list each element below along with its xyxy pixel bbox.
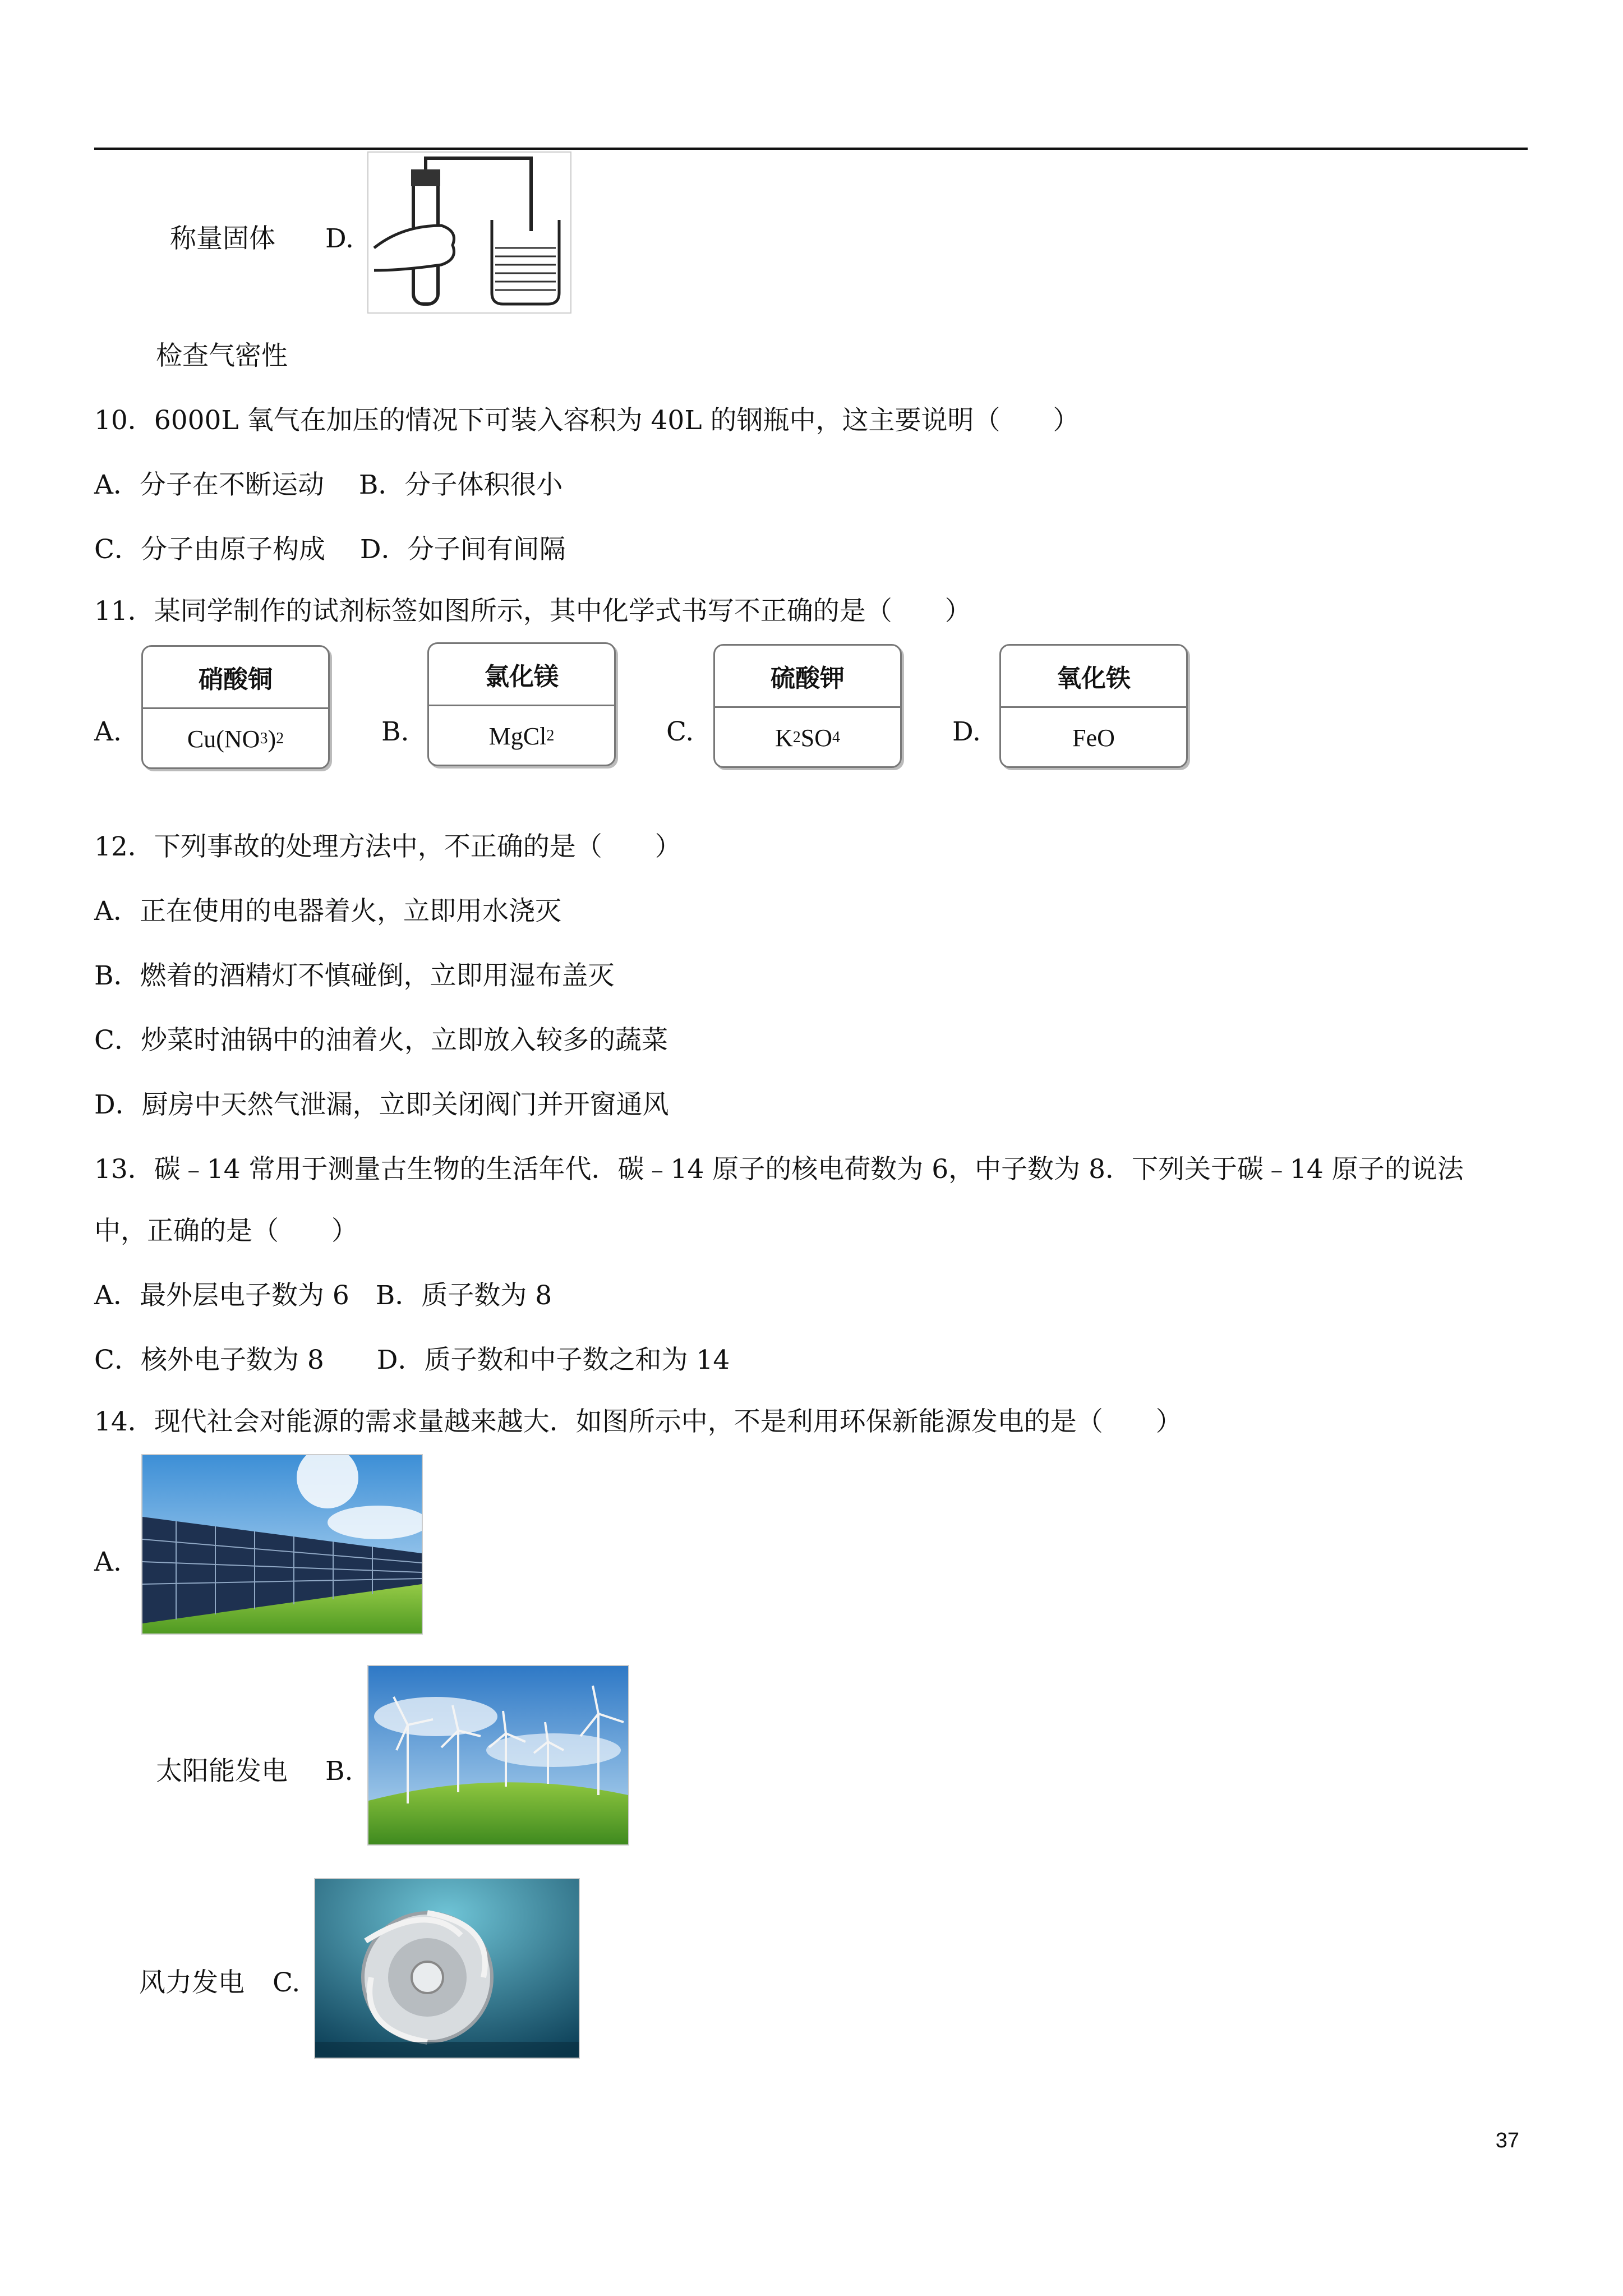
option-d-letter: D.	[325, 223, 354, 254]
label-formula: MgCl 2	[488, 722, 555, 750]
header-rule	[94, 148, 1528, 150]
label-card-d	[999, 644, 1188, 768]
q13-stem-line2: 中，正确的是（ ）	[94, 1216, 358, 1246]
q12-option-b: B．燃着的酒精灯不慎碰倒，立即用湿布盖灭	[94, 960, 615, 991]
tidal-turbine-image	[314, 1878, 580, 2059]
q12-option-c: C．炒菜时油锅中的油着火，立即放入较多的蔬菜	[94, 1025, 668, 1056]
label-card-c	[713, 644, 902, 768]
q14-option-b-letter: B.	[325, 1756, 353, 1787]
solar-panel-image	[141, 1454, 423, 1635]
q11-option-a-letter: A.	[94, 716, 122, 747]
q10-stem: 10．6000L 氧气在加压的情况下可装入容积为 40L 的钢瓶中，这主要说明（ ）	[94, 405, 1080, 436]
airtightness-check-image	[367, 151, 571, 314]
q11-option-d-letter: D.	[952, 716, 981, 747]
q13-stem-line1: 13．碳﹣14 常用于测量古生物的生活年代．碳﹣14 原子的核电荷数为 6，中子数为 8．下列关于碳﹣14 原子的说法	[94, 1154, 1464, 1185]
q12-stem: 12．下列事故的处理方法中，不正确的是（ ）	[94, 831, 681, 862]
wind-turbine-image	[367, 1665, 629, 1846]
label-card-b	[427, 642, 616, 766]
label-formula: K 2 SO 4	[774, 724, 841, 752]
label-name: 氧化铁	[1001, 646, 1186, 708]
q10-options-row1: A．分子在不断运动 B．分子体积很小	[94, 470, 563, 500]
q11-stem: 11．某同学制作的试剂标签如图所示，其中化学式书写不正确的是（ ）	[94, 596, 971, 627]
label-name: 硫酸钾	[715, 646, 900, 708]
q11-option-c-letter: C.	[666, 716, 694, 747]
label-name: 硝酸铜	[143, 647, 328, 709]
option-c-caption: 称量固体	[170, 223, 275, 254]
label-name: 氯化镁	[429, 644, 614, 706]
q13-options-row1: A．最外层电子数为 6 B．质子数为 8	[94, 1280, 552, 1311]
q12-option-a: A．正在使用的电器着火，立即用水浇灭	[94, 896, 561, 927]
q14-option-a-letter: A.	[94, 1547, 122, 1577]
option-b-caption: 风力发电	[139, 1967, 245, 1998]
q14-option-c-letter: C.	[273, 1967, 301, 1998]
q13-options-row2: C．核外电子数为 8 D．质子数和中子数之和为 14	[94, 1345, 730, 1375]
q14-stem: 14．现代社会对能源的需求量越来越大．如图所示中，不是利用环保新能源发电的是（ ）	[94, 1406, 1182, 1437]
q10-options-row2: C．分子由原子构成 D．分子间有间隔	[94, 534, 566, 565]
q12-option-d: D．厨房中天然气泄漏，立即关闭阀门并开窗通风	[94, 1089, 669, 1120]
page-number: 37	[1495, 2129, 1519, 2152]
label-card-a	[141, 645, 330, 769]
label-formula: Cu(NO 3 ) 2	[187, 725, 284, 753]
option-a-caption: 太阳能发电	[156, 1756, 288, 1787]
label-formula: FeO	[1072, 724, 1115, 752]
q11-option-b-letter: B.	[381, 716, 409, 747]
option-d-caption: 检查气密性	[156, 341, 288, 371]
